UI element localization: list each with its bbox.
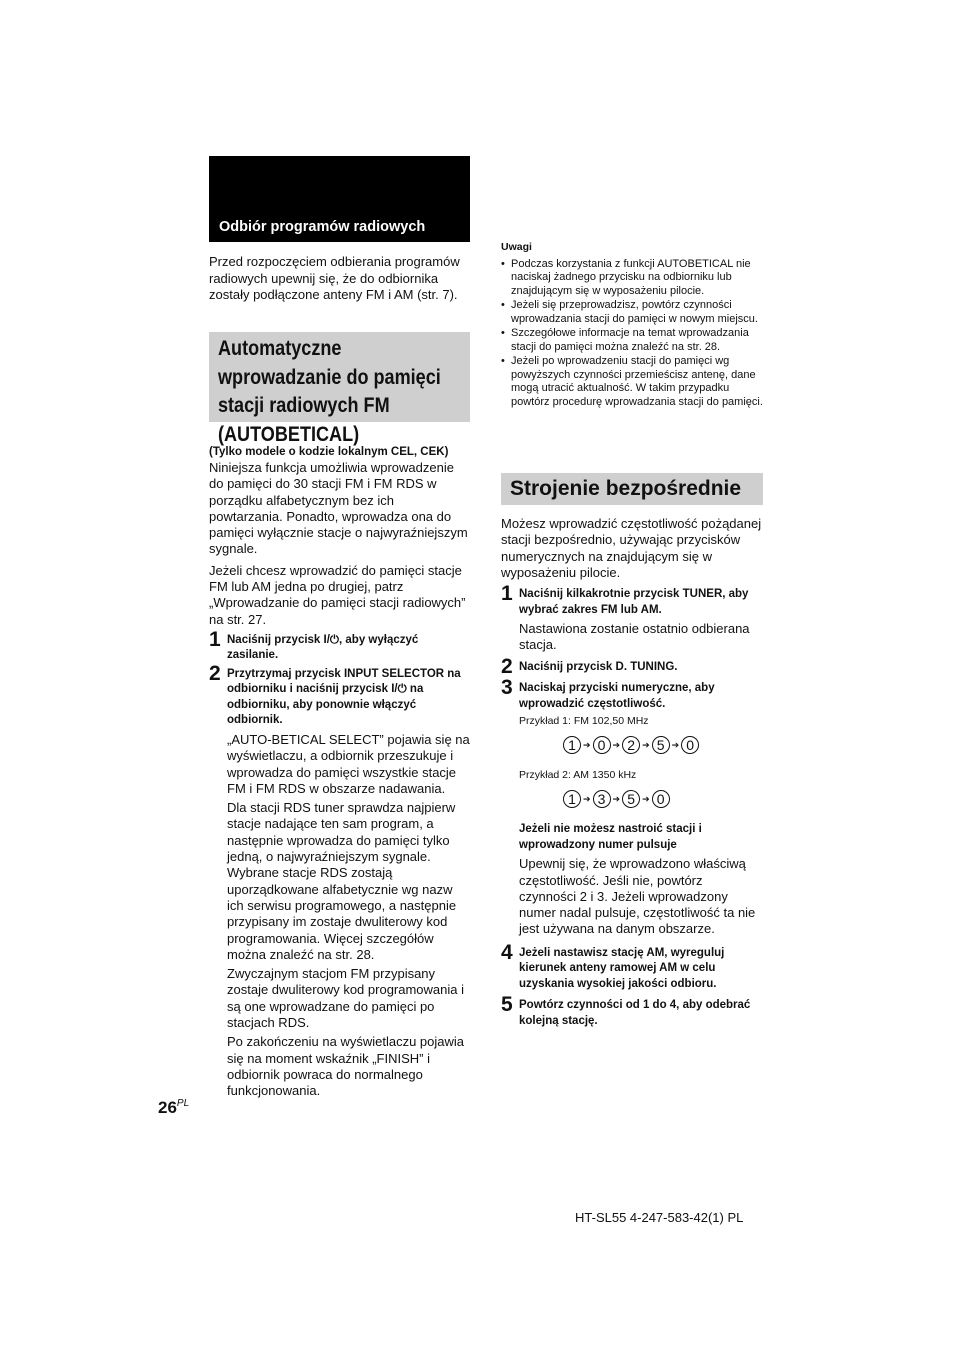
direct-tuning-body [501,516,763,1029]
step-title: Przytrzymaj przycisk INPUT SELECTOR na odbiorniku i naciśnij przycisk I/⏻ na odbiorniku, aby ponownie włączyć odbiornik. [227,667,461,727]
step-body-para: „AUTO-BETICAL SELECT” pojawia się na wyświetlaczu, a odbiornik przeszukuje i wprowadza do pamięci wszystkie stacje FM i FM RDS w obszarze nadawania. [227,731,470,796]
models-note: (Tylko modele o kodzie lokalnym CEL, CEK) [209,446,449,458]
arrow-right-icon: ➔ [583,794,591,805]
step-body-para: Po zakończeniu na wyświetlaczu pojawia się na moment wskaźnik „FINISH” i odbiornik powraca do normalnego funkcjonowania. [227,1034,465,1099]
arrow-right-icon: ➔ [642,740,650,751]
arrow-right-icon: ➔ [671,740,680,751]
step-number: 2 [501,654,513,678]
note-item: • Jeżeli się przeprowadzisz, powtórz czynności wprowadzania stacji do pamięci w nowym miejscu. [501,299,763,326]
example-1-key-sequence [563,736,763,754]
step-title: Naciśnij kilkakrotnie przycisk TUNER, aby wybrać zakres FM lub AM. [519,588,749,616]
step-title: Naciskaj przyciski numeryczne, aby wprowadzić częstotliwość. [519,682,715,710]
section-header [209,156,470,242]
key-digit: 2 [622,736,640,754]
step-number: 2 [209,661,221,685]
autobetical-step-2 [209,661,471,1100]
page-number [158,1098,189,1118]
autobetical-para-1: Niniejsza funkcja umożliwia wprowadzenie do pamięci do 30 stacji FM i FM RDS w porządku alfabetycznym bez ich powtarzania. Ponadto, wprowadza ona do pamięci wyłącznie stacje o najwyraźniejszym sygnale. [209,460,468,557]
key-digit: 1 [563,736,581,754]
key-digit: 3 [593,790,611,808]
arrow-right-icon: ➔ [612,740,621,751]
step-title: Naciśnij przycisk I/⏻, aby wyłączyć zasilanie. [227,633,419,662]
autobetical-step-1 [209,627,471,664]
troubleshoot-title: Jeżeli nie możesz nastroić stacji i wprowadzony numer pulsuje [519,823,702,851]
footer-model-code: HT-SL55 4-247-583-42(1) PL [575,1210,744,1225]
notes-list [501,258,763,410]
key-digit: 0 [593,736,611,754]
direct-step-2 [501,654,763,678]
key-digit: 5 [652,736,670,754]
note-item: • Podczas korzystania z funkcji AUTOBETICAL nie naciskaj żadnego przycisku na odbiorniku lub znajdującym się w wyposażeniu pilocie. [501,258,763,299]
arrow-right-icon: ➔ [583,740,591,751]
autobetical-para-2: Jeżeli chcesz wprowadzić do pamięci stacje FM lub AM jedna po drugiej, patrz „Wprowadzanie do pamięci stacji radiowych” na str. 27. [209,562,466,627]
arrow-right-icon: ➔ [642,794,650,805]
autobetical-heading: Automatyczne wprowadzanie do pamięci stacji radiowych FM (AUTOBETICAL) [218,337,441,446]
step-number: 5 [501,993,513,1017]
key-digit: 0 [652,790,670,808]
arrow-right-icon: ➔ [612,794,621,805]
notes-title: Uwagi [501,241,532,253]
example-2-key-sequence [563,790,763,808]
key-digit: 5 [622,790,640,808]
key-digit: 1 [563,790,581,808]
step-body [519,856,763,937]
direct-tuning-heading-box [501,473,763,505]
example-2-label: Przykład 2: AM 1350 kHz [519,769,637,782]
step-title: Naciśnij przycisk D. TUNING. [519,660,678,673]
step-body [519,621,763,654]
notes-section [501,241,763,410]
step-body-para: Nastawiona zostanie ostatnio odbierana stacja. [519,621,750,653]
direct-step-5 [501,993,763,1029]
step-number: 3 [501,676,513,700]
autobetical-heading-box [209,332,470,446]
intro-paragraph: Przed rozpoczęciem odbierania programów radiowych upewnij się, że do odbiornika zostały podłączone anteny FM i AM (str. 7). [209,254,460,302]
direct-tuning-intro: Możesz wprowadzić częstotliwość pożądanej stacji bezpośrednio, używając przycisków numerycznych na znajdującym się w wyposażeniu pilocie. [501,516,762,580]
direct-step-4 [501,940,763,993]
autobetical-body [209,444,471,1103]
step-body-para: Zwyczajnym stacjom FM przypisany zostaje dwuliterowy kod programowania i są one wprowadzane do pamięci po stacjach RDS. [227,966,465,1031]
troubleshoot-body: Upewnij się, że wprowadzono właściwą częstotliwość. Jeśli nie, powtórz czynności 2 i 3. Jeżeli wprowadzony numer nadal pulsuje, częstotliwość ta nie jest używana na danym obszarze. [519,856,756,937]
page-number-suffix: PL [176,1098,190,1109]
step-body-para: Dla stacji RDS tuner sprawdza najpierw stacje nadające ten sam program, a następnie wprowadza do pamięci tylko jedną, o najwyraźniejszym sygnale. Wybrane stacje RDS zostają uporządkowane alfabetycznie wg nazw ich serwisu programowego, a następnie przypisany im zostaje dwuliterowy kod programowania. Więcej szczegółów można znaleźć na str. 28. [227,800,457,962]
step-number: 1 [501,582,513,606]
direct-step-1 [501,582,763,654]
step-number: 4 [501,940,513,964]
key-digit: 0 [681,736,699,754]
step-title: Powtórz czynności od 1 do 4, aby odebrać kolejną stację. [519,999,751,1027]
step-title: Jeżeli nastawisz stację AM, wyreguluj kierunek anteny ramowej AM w celu uzyskania wysokiej jakości odbioru. [519,946,725,990]
section-header-title: Odbiór programów radiowych [219,219,426,235]
direct-step-3 [501,676,763,937]
step-number: 1 [209,627,221,651]
page-number-value: 26 [158,1098,177,1117]
note-item: • Szczegółowe informacje na temat wprowadzania stacji do pamięci można znaleźć na str. 28. [501,327,763,354]
note-item: • Jeżeli po wprowadzeniu stacji do pamięci wg powyższych czynności przemieścisz antenę, dane mogą utracić aktualność. W takim przypadku powtórz procedurę wprowadzania stacji do pamięci. [501,355,763,409]
step-body [227,732,471,1100]
example-1-label: Przykład 1: FM 102,50 MHz [519,715,649,728]
direct-tuning-heading: Strojenie bezpośrednie [510,477,742,500]
